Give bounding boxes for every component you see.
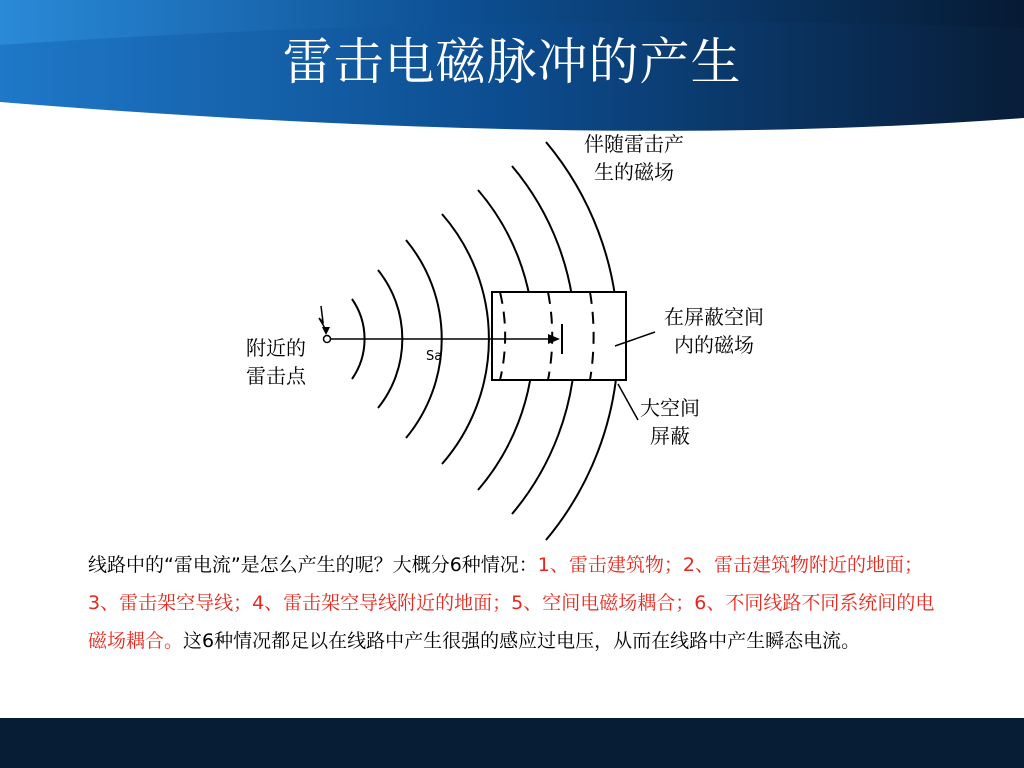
page-title: 雷击电磁脉冲的产生	[282, 33, 742, 91]
footer-bar	[0, 718, 1024, 768]
shield-label	[640, 394, 700, 450]
inner-field-label-line2: 内的磁场	[674, 333, 754, 357]
strike-point-label-line1: 附近的	[246, 336, 306, 360]
strike-point-label-line2: 雷击点	[246, 364, 306, 388]
inner-field-label	[664, 303, 764, 359]
strike-point-label	[246, 334, 306, 390]
field-label	[584, 130, 684, 186]
field-label-line2: 生的磁场	[594, 160, 674, 184]
inner-field-label-line1: 在屏蔽空间	[664, 305, 764, 329]
shield-label-line2: 屏蔽	[650, 424, 690, 448]
distance-label-sa: Sa	[426, 349, 443, 364]
paragraph-conclusion: 这6种情况都足以在线路中产生很强的感应过电压，从而在线路中产生瞬态电流。	[183, 630, 861, 652]
explanation-paragraph	[88, 546, 948, 660]
lightning-bolt-icon	[319, 306, 326, 330]
paragraph-intro: 线路中的“雷电流”是怎么产生的呢？大概分6种情况：	[88, 554, 538, 576]
lightning-arrowhead	[322, 327, 330, 335]
shield-pointer	[618, 384, 638, 420]
paragraph-cases: 1、雷击建筑物；2、雷击建筑物附近的地面；3、雷击架空导线；4、雷击架空导线附近的地面；5、空间电磁场耦合；6、不同线路不同系统间的电磁场耦合。	[88, 554, 935, 652]
field-label-line1: 伴随雷击产	[584, 132, 684, 156]
shield-box	[492, 292, 626, 380]
strike-point-icon	[324, 336, 331, 343]
shield-label-line1: 大空间	[640, 396, 700, 420]
